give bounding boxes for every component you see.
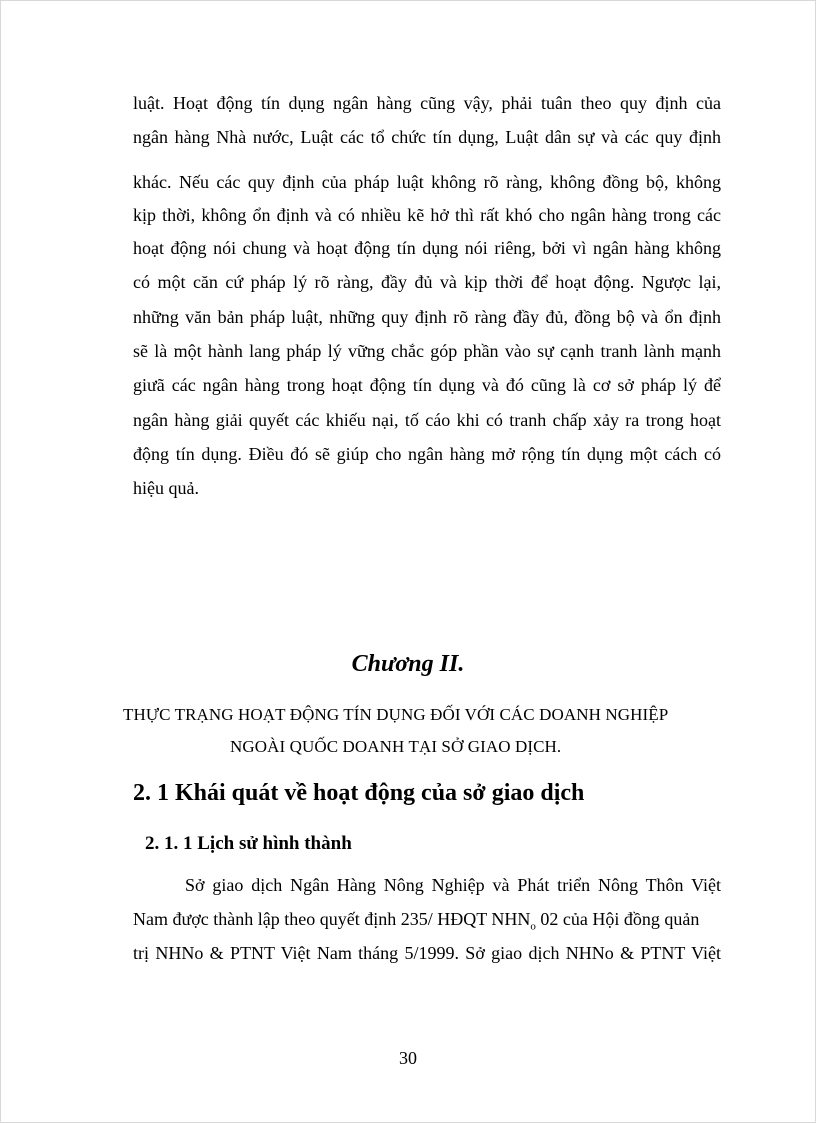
subsection-heading: 2. 1. 1 Lịch sử hình thành bbox=[145, 833, 352, 854]
paragraph-line: ngân hàng giải quyết các khiếu nại, tố cáo khi có tranh chấp xảy ra trong hoạt bbox=[133, 410, 721, 430]
paragraph-line: động tín dụng. Điều đó sẽ giúp cho ngân hàng mở rộng tín dụng một cách có bbox=[133, 444, 721, 464]
section-heading: 2. 1 Khái quát về hoạt động của sở giao dịch bbox=[133, 780, 585, 806]
paragraph-line: giưã các ngân hàng trong hoạt động tín dụng và đó cũng là cơ sở pháp lý để bbox=[133, 375, 721, 395]
paragraph-text: 02 của Hội đồng quản bbox=[535, 909, 700, 929]
paragraph-line: có một căn cứ pháp lý rõ ràng, đầy đủ và kịp thời để hoạt động. Ngược lại, bbox=[133, 272, 721, 292]
paragraph-line: luật. Hoạt động tín dụng ngân hàng cũng vậy, phải tuân theo quy định của bbox=[133, 93, 721, 113]
chapter-subtitle-line-1: THỰC TRẠNG HOẠT ĐỘNG TÍN DỤNG ĐỐI VỚI CÁC DOANH NGHIỆP bbox=[123, 705, 669, 724]
page-number: 30 bbox=[399, 1048, 417, 1068]
paragraph-line: kịp thời, không ổn định và có nhiều kẽ hở thì rất khó cho ngân hàng trong các bbox=[133, 205, 721, 225]
paragraph-line: hoạt động nói chung và hoạt động tín dụng nói riêng, bởi vì ngân hàng không bbox=[133, 238, 721, 258]
paragraph-line: khác. Nếu các quy định của pháp luật không rõ ràng, không đồng bộ, không bbox=[133, 172, 721, 192]
paragraph-text: Nam được thành lập theo quyết định 235/ HĐQT NHN bbox=[133, 909, 531, 929]
paragraph-line: ngân hàng Nhà nước, Luật các tổ chức tín dụng, Luật dân sự và các quy định bbox=[133, 127, 721, 147]
chapter-subtitle-line-2: NGOÀI QUỐC DOANH TẠI SỞ GIAO DỊCH. bbox=[230, 737, 562, 756]
paragraph-line: sẽ là một hành lang pháp lý vững chắc góp phần vào sự cạnh tranh lành mạnh bbox=[133, 341, 721, 361]
paragraph-line: hiệu quả. bbox=[133, 478, 199, 498]
paragraph-line: Sở giao dịch Ngân Hàng Nông Nghiệp và Phát triển Nông Thôn Việt bbox=[185, 875, 721, 895]
chapter-title: Chương II. bbox=[351, 651, 465, 677]
subscript-text: o bbox=[530, 920, 536, 933]
paragraph-line: những văn bản pháp luật, những quy định rõ ràng đầy đủ, đồng bộ và ổn định bbox=[133, 307, 721, 327]
paragraph-line: trị NHNo & PTNT Việt Nam tháng 5/1999. Sở giao dịch NHNo & PTNT Việt bbox=[133, 943, 721, 963]
paragraph-line bbox=[133, 908, 721, 933]
